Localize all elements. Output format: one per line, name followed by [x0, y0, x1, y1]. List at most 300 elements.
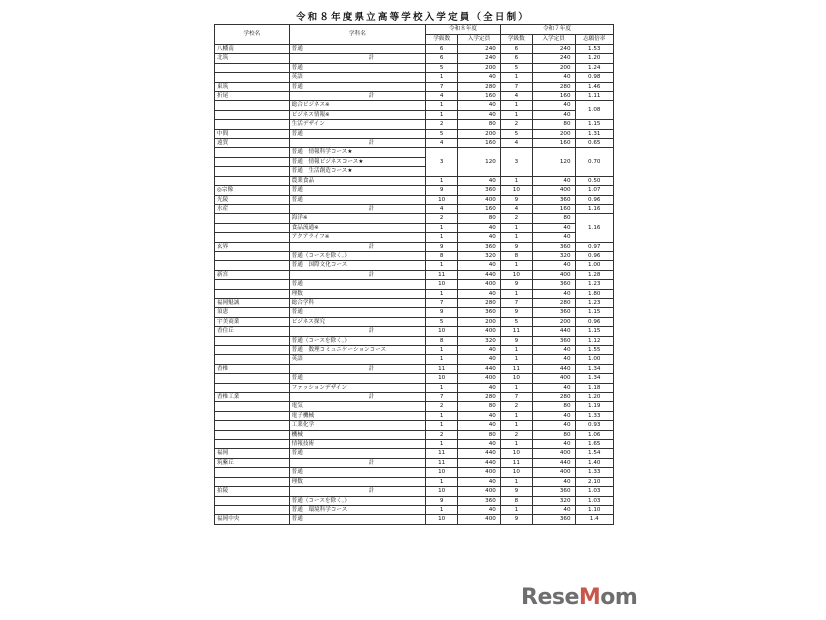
- capacity-r8-cell: 400: [458, 515, 501, 524]
- table-row: [215, 92, 614, 101]
- classes-r8-cell: 10: [426, 280, 458, 289]
- capacity-r8-cell: 80: [458, 430, 501, 439]
- ratio-cell: 1.33: [575, 411, 613, 420]
- table-row: [215, 449, 614, 458]
- department-cell: 普通: [289, 308, 426, 317]
- school-name-cell: [215, 505, 290, 514]
- department-cell: 情報技術: [289, 440, 426, 449]
- table-row: [215, 129, 614, 138]
- capacity-r8-cell: 40: [458, 101, 501, 110]
- ratio-cell: 1.03: [575, 496, 613, 505]
- school-name-cell: [215, 421, 290, 430]
- school-name-cell: 新宮: [215, 270, 290, 279]
- school-name-cell: [215, 120, 290, 129]
- page-title: 令和８年度県立高等学校入学定員（全日制）: [295, 12, 530, 23]
- table-row: [215, 261, 614, 270]
- capacity-r7-cell: 40: [532, 477, 575, 486]
- capacity-r7-cell: 40: [532, 411, 575, 420]
- table-row: [215, 487, 614, 496]
- classes-r7-cell: 2: [500, 214, 532, 223]
- table-row: [215, 45, 614, 54]
- capacity-r7-cell: 120: [532, 148, 575, 176]
- classes-r7-cell: 1: [500, 505, 532, 514]
- table-row: [215, 383, 614, 392]
- ratio-cell: 1.53: [575, 45, 613, 54]
- classes-r7-cell: 1: [500, 421, 532, 430]
- capacity-r8-cell: 40: [458, 346, 501, 355]
- department-cell: 普通: [289, 449, 426, 458]
- department-cell: 計: [289, 54, 426, 63]
- classes-r8-cell: 7: [426, 393, 458, 402]
- school-name-cell: 北筑: [215, 54, 290, 63]
- classes-r8-cell: 1: [426, 411, 458, 420]
- classes-r7-cell: 7: [500, 298, 532, 307]
- school-name-cell: [215, 411, 290, 420]
- capacity-r7-cell: 360: [532, 487, 575, 496]
- classes-r7-cell: 1: [500, 346, 532, 355]
- ratio-cell: 1.20: [575, 393, 613, 402]
- capacity-r8-cell: 200: [458, 63, 501, 72]
- table-row: [215, 82, 614, 91]
- school-name-cell: [215, 496, 290, 505]
- school-name-cell: [215, 336, 290, 345]
- ratio-cell: 1.24: [575, 63, 613, 72]
- classes-r7-cell: 5: [500, 129, 532, 138]
- school-name-cell: [215, 261, 290, 270]
- capacity-r8-cell: 400: [458, 280, 501, 289]
- classes-r7-cell: 6: [500, 45, 532, 54]
- school-name-cell: 福岡中央: [215, 515, 290, 524]
- classes-r7-cell: 9: [500, 242, 532, 251]
- capacity-r7-cell: 40: [532, 223, 575, 232]
- department-cell: 海洋※: [289, 214, 426, 223]
- ratio-cell: 0.65: [575, 139, 613, 148]
- classes-r8-cell: 11: [426, 449, 458, 458]
- department-cell: 総合ビジネス※: [289, 101, 426, 110]
- capacity-r8-cell: 240: [458, 45, 501, 54]
- classes-r8-cell: 1: [426, 289, 458, 298]
- capacity-r7-cell: 80: [532, 214, 575, 223]
- capacity-r8-cell: 40: [458, 411, 501, 420]
- classes-r7-cell: 3: [500, 148, 532, 176]
- ratio-cell: 0.96: [575, 251, 613, 260]
- ratio-cell: 1.20: [575, 54, 613, 63]
- department-cell: 電子機械: [289, 411, 426, 420]
- ratio-cell: 1.23: [575, 298, 613, 307]
- department-cell: 普通（コースを除く。）: [289, 336, 426, 345]
- school-name-cell: 香住丘: [215, 327, 290, 336]
- school-name-cell: [215, 280, 290, 289]
- table-row: [215, 73, 614, 82]
- classes-r8-cell: 8: [426, 336, 458, 345]
- capacity-r8-cell: 200: [458, 129, 501, 138]
- capacity-r7-cell: 240: [532, 45, 575, 54]
- classes-r7-cell: 1: [500, 101, 532, 110]
- school-name-cell: 福岡: [215, 449, 290, 458]
- department-cell: 普通 国際文化コース: [289, 261, 426, 270]
- classes-r8-cell: 11: [426, 458, 458, 467]
- classes-r7-cell: 5: [500, 317, 532, 326]
- department-cell: 理数: [289, 289, 426, 298]
- capacity-r7-cell: 280: [532, 82, 575, 91]
- classes-r7-cell: 10: [500, 374, 532, 383]
- ratio-cell: 1.12: [575, 336, 613, 345]
- capacity-r7-cell: 40: [532, 73, 575, 82]
- school-name-cell: 折尾: [215, 92, 290, 101]
- table-row: [215, 346, 614, 355]
- classes-r8-cell: 1: [426, 261, 458, 270]
- capacity-r8-cell: 400: [458, 374, 501, 383]
- capacity-r8-cell: 160: [458, 92, 501, 101]
- table-row: [215, 317, 614, 326]
- classes-r7-cell: 1: [500, 261, 532, 270]
- classes-r7-cell: 8: [500, 251, 532, 260]
- table-row: [215, 505, 614, 514]
- classes-r7-cell: 4: [500, 92, 532, 101]
- capacity-r8-cell: 360: [458, 242, 501, 251]
- school-name-cell: [215, 148, 290, 157]
- table-row: [215, 515, 614, 524]
- department-cell: 計: [289, 364, 426, 373]
- classes-r7-cell: 10: [500, 186, 532, 195]
- classes-r8-cell: 4: [426, 139, 458, 148]
- capacity-r8-cell: 400: [458, 487, 501, 496]
- classes-r8-cell: 5: [426, 63, 458, 72]
- table-row: [215, 54, 614, 63]
- capacity-r7-cell: 160: [532, 204, 575, 213]
- ratio-cell: 1.65: [575, 440, 613, 449]
- capacity-r8-cell: 160: [458, 204, 501, 213]
- classes-r8-cell: 5: [426, 317, 458, 326]
- table-row: [215, 393, 614, 402]
- r7-header: 令和７年度: [500, 25, 613, 35]
- ratio-cell: 0.93: [575, 421, 613, 430]
- capacity-r7-cell: 400: [532, 270, 575, 279]
- ratio-cell: 0.70: [575, 148, 613, 176]
- capacity-r7-cell: 80: [532, 120, 575, 129]
- table-row: [215, 101, 614, 110]
- classes-r8-cell: 1: [426, 421, 458, 430]
- department-cell: 普通: [289, 82, 426, 91]
- department-cell: 機械: [289, 430, 426, 439]
- school-name-cell: [215, 430, 290, 439]
- ratio-cell: 1.33: [575, 468, 613, 477]
- classes-r8-cell: 10: [426, 327, 458, 336]
- classes-r8-cell: 6: [426, 45, 458, 54]
- capacity-r7-cell: 160: [532, 92, 575, 101]
- classes-r8-cell: 2: [426, 430, 458, 439]
- table-row: [215, 223, 614, 232]
- capacity-r8-cell: 40: [458, 355, 501, 364]
- capacity-r8-cell: 280: [458, 298, 501, 307]
- capacity-r7-cell: 160: [532, 139, 575, 148]
- table-row: [215, 280, 614, 289]
- school-name-cell: [215, 374, 290, 383]
- classes-header: 学級数: [426, 35, 458, 45]
- capacity-r8-cell: 40: [458, 223, 501, 232]
- table-row: [215, 411, 614, 420]
- department-cell: 計: [289, 270, 426, 279]
- watermark-post: om: [600, 585, 638, 610]
- school-name-cell: 香椎工業: [215, 393, 290, 402]
- capacity-r8-cell: 280: [458, 393, 501, 402]
- table-row: [215, 233, 614, 242]
- classes-r7-cell: 1: [500, 411, 532, 420]
- capacity-r8-cell: 40: [458, 440, 501, 449]
- table-row: [215, 120, 614, 129]
- capacity-r7-cell: 440: [532, 364, 575, 373]
- capacity-r7-cell: 40: [532, 383, 575, 392]
- department-cell: ビジネス探究: [289, 317, 426, 326]
- capacity-r8-cell: 40: [458, 505, 501, 514]
- ratio-cell: 1.55: [575, 346, 613, 355]
- department-header: 学科名: [289, 25, 426, 45]
- classes-r7-cell: 10: [500, 449, 532, 458]
- school-name-cell: 香椎: [215, 364, 290, 373]
- table-row: [215, 336, 614, 345]
- classes-r7-cell: 1: [500, 355, 532, 364]
- department-cell: 普通（コースを除く。）: [289, 496, 426, 505]
- table-row: [215, 364, 614, 373]
- capacity-r8-cell: 40: [458, 261, 501, 270]
- department-cell: 食品流通※: [289, 223, 426, 232]
- classes-r7-cell: 7: [500, 393, 532, 402]
- capacity-r8-cell: 160: [458, 139, 501, 148]
- school-name-cell: 筑紫丘: [215, 458, 290, 467]
- classes-r8-cell: 1: [426, 355, 458, 364]
- capacity-r8-cell: 320: [458, 336, 501, 345]
- school-name-cell: [215, 73, 290, 82]
- table-row: [215, 355, 614, 364]
- table-row: [215, 440, 614, 449]
- department-cell: 計: [289, 487, 426, 496]
- classes-r8-cell: 9: [426, 308, 458, 317]
- table-row: [215, 430, 614, 439]
- watermark-pre: Rese: [521, 585, 579, 610]
- department-cell: 計: [289, 458, 426, 467]
- classes-r8-cell: 8: [426, 251, 458, 260]
- capacity-r8-cell: 320: [458, 251, 501, 260]
- classes-r8-cell: 9: [426, 242, 458, 251]
- department-cell: 普通: [289, 186, 426, 195]
- capacity-r7-cell: 40: [532, 289, 575, 298]
- school-name-cell: [215, 176, 290, 185]
- ratio-cell: 1.28: [575, 270, 613, 279]
- capacity-r7-cell: 360: [532, 336, 575, 345]
- classes-r8-cell: 7: [426, 298, 458, 307]
- ratio-cell: 1.03: [575, 487, 613, 496]
- department-cell: 計: [289, 393, 426, 402]
- classes-r7-cell: 5: [500, 63, 532, 72]
- classes-r7-cell: 1: [500, 176, 532, 185]
- school-name-cell: [215, 233, 290, 242]
- capacity-r7-cell: 40: [532, 176, 575, 185]
- classes-r7-cell: 1: [500, 223, 532, 232]
- capacity-r7-cell: 360: [532, 242, 575, 251]
- table-row: [215, 195, 614, 204]
- school-name-cell: ◎宗像: [215, 186, 290, 195]
- classes-r8-cell: 4: [426, 204, 458, 213]
- department-cell: 計: [289, 327, 426, 336]
- classes-r8-cell: 1: [426, 383, 458, 392]
- classes-r8-cell: 7: [426, 82, 458, 91]
- classes-r8-cell: 1: [426, 440, 458, 449]
- ratio-cell: 1.46: [575, 82, 613, 91]
- capacity-r7-cell: 40: [532, 421, 575, 430]
- ratio-cell: 1.16: [575, 214, 613, 242]
- classes-r7-cell: 11: [500, 364, 532, 373]
- capacity-r8-cell: 440: [458, 364, 501, 373]
- capacity-r8-cell: 40: [458, 383, 501, 392]
- classes-r8-cell: 2: [426, 402, 458, 411]
- department-cell: 英語: [289, 355, 426, 364]
- table-row: [215, 289, 614, 298]
- classes-r8-cell: 10: [426, 487, 458, 496]
- capacity-r7-cell: 40: [532, 101, 575, 110]
- capacity-r8-cell: 360: [458, 186, 501, 195]
- ratio-cell: 1.31: [575, 129, 613, 138]
- classes-r7-cell: 1: [500, 383, 532, 392]
- table-row: [215, 204, 614, 213]
- capacity-header: 入学定員: [458, 35, 501, 45]
- department-cell: 普通: [289, 515, 426, 524]
- classes-r8-cell: 2: [426, 214, 458, 223]
- capacity-r7-cell: 400: [532, 468, 575, 477]
- capacity-r7-cell: 400: [532, 186, 575, 195]
- classes-r8-cell: 11: [426, 270, 458, 279]
- ratio-cell: 1.15: [575, 327, 613, 336]
- classes-r8-cell: 10: [426, 468, 458, 477]
- school-name-cell: 八幡南: [215, 45, 290, 54]
- capacity-r8-cell: 40: [458, 477, 501, 486]
- capacity-r7-cell: 200: [532, 317, 575, 326]
- department-cell: 生活デザイン: [289, 120, 426, 129]
- school-name-cell: 水産: [215, 204, 290, 213]
- classes-r7-cell: 6: [500, 54, 532, 63]
- classes-r8-cell: 10: [426, 195, 458, 204]
- ratio-cell: 1.34: [575, 364, 613, 373]
- classes-r8-cell: 9: [426, 496, 458, 505]
- table-body: [215, 45, 614, 525]
- department-cell: 普通: [289, 280, 426, 289]
- capacity-r8-cell: 120: [458, 148, 501, 176]
- capacity-r8-cell: 400: [458, 327, 501, 336]
- school-name-cell: 玄界: [215, 242, 290, 251]
- table-row: [215, 458, 614, 467]
- ratio-cell: 0.50: [575, 176, 613, 185]
- ratio-cell: 1.40: [575, 458, 613, 467]
- capacity-r7-cell: 440: [532, 327, 575, 336]
- school-name-cell: [215, 477, 290, 486]
- capacity-r7-cell: 40: [532, 440, 575, 449]
- department-cell: ビジネス情報※: [289, 110, 426, 119]
- school-name-cell: [215, 468, 290, 477]
- ratio-cell: 1.16: [575, 204, 613, 213]
- classes-r8-cell: 1: [426, 477, 458, 486]
- capacity-r8-cell: 80: [458, 214, 501, 223]
- capacity-r7-cell: 240: [532, 54, 575, 63]
- classes-r7-cell: 1: [500, 289, 532, 298]
- capacity-r7-cell: 40: [532, 355, 575, 364]
- capacity-r7-cell: 40: [532, 261, 575, 270]
- school-name-cell: [215, 101, 290, 110]
- capacity-r7-cell: 40: [532, 233, 575, 242]
- table-row: [215, 327, 614, 336]
- classes-r7-cell: 2: [500, 402, 532, 411]
- classes-r7-cell: 4: [500, 204, 532, 213]
- capacity-r8-cell: 440: [458, 449, 501, 458]
- classes-r8-cell: 1: [426, 101, 458, 110]
- classes-r8-cell: 9: [426, 186, 458, 195]
- table-row: [215, 402, 614, 411]
- capacity-r7-cell: 440: [532, 458, 575, 467]
- classes-header: 学級数: [500, 35, 532, 45]
- classes-r8-cell: 1: [426, 223, 458, 232]
- table-row: [215, 421, 614, 430]
- table-row: [215, 176, 614, 185]
- department-cell: 農業食品: [289, 176, 426, 185]
- classes-r8-cell: 1: [426, 505, 458, 514]
- capacity-r7-cell: 360: [532, 515, 575, 524]
- capacity-r7-cell: 40: [532, 505, 575, 514]
- capacity-r7-cell: 80: [532, 430, 575, 439]
- department-cell: 普通 情報科学コース★: [289, 148, 426, 157]
- department-cell: 普通: [289, 45, 426, 54]
- department-cell: 普通 情報ビジネスコース★: [289, 157, 426, 166]
- capacity-r8-cell: 280: [458, 82, 501, 91]
- classes-r8-cell: 11: [426, 364, 458, 373]
- classes-r7-cell: 11: [500, 327, 532, 336]
- classes-r8-cell: 3: [426, 148, 458, 176]
- ratio-cell: 0.97: [575, 242, 613, 251]
- department-cell: 普通: [289, 63, 426, 72]
- capacity-r8-cell: 400: [458, 468, 501, 477]
- capacity-r7-cell: 320: [532, 251, 575, 260]
- classes-r8-cell: 2: [426, 120, 458, 129]
- school-name-cell: [215, 63, 290, 72]
- classes-r8-cell: 1: [426, 176, 458, 185]
- department-cell: 理数: [289, 477, 426, 486]
- school-name-cell: 福岡魁誠: [215, 298, 290, 307]
- ratio-cell: 1.11: [575, 92, 613, 101]
- school-name-cell: [215, 157, 290, 166]
- school-name-cell: [215, 355, 290, 364]
- ratio-cell: 0.96: [575, 317, 613, 326]
- ratio-cell: 1.4: [575, 515, 613, 524]
- school-name-cell: 宇美商業: [215, 317, 290, 326]
- classes-r8-cell: 1: [426, 73, 458, 82]
- capacity-r7-cell: 80: [532, 402, 575, 411]
- ratio-cell: 0.98: [575, 73, 613, 82]
- table-row: [215, 496, 614, 505]
- classes-r7-cell: 1: [500, 73, 532, 82]
- classes-r8-cell: 1: [426, 110, 458, 119]
- capacity-r8-cell: 40: [458, 176, 501, 185]
- capacity-r8-cell: 360: [458, 308, 501, 317]
- ratio-cell: 1.00: [575, 355, 613, 364]
- classes-r7-cell: 2: [500, 120, 532, 129]
- classes-r8-cell: 4: [426, 92, 458, 101]
- ratio-cell: 1.10: [575, 505, 613, 514]
- capacity-r7-cell: 360: [532, 280, 575, 289]
- ratio-cell: 1.19: [575, 402, 613, 411]
- table-row: [215, 468, 614, 477]
- department-cell: アクアライフ※: [289, 233, 426, 242]
- school-name-cell: [215, 251, 290, 260]
- ratio-cell: 2.10: [575, 477, 613, 486]
- classes-r8-cell: 1: [426, 233, 458, 242]
- table-row: [215, 242, 614, 251]
